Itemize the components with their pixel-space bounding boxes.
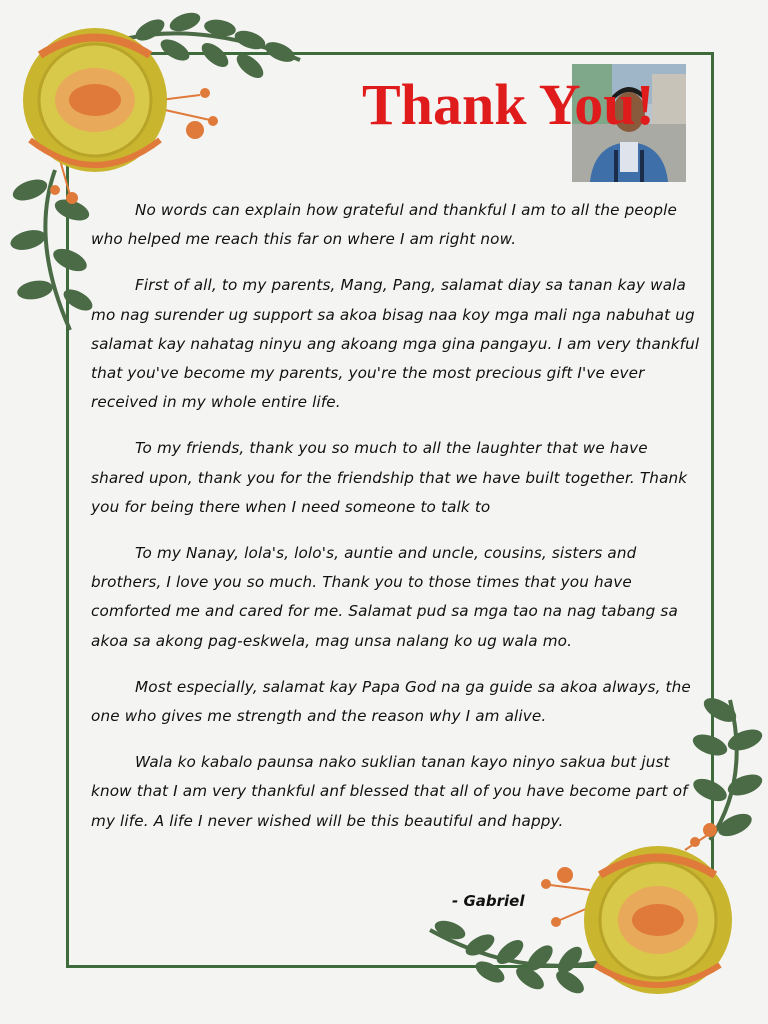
flower-decoration-bottom-right-icon xyxy=(420,690,768,1024)
letter-paragraph: First of all, to my parents, Mang, Pang, salamat diay sa tanan kay wala mo nag surender ug support sa akoa bisag naa koy mga mali nga nabuhat ug salamat kay nahatag ninyu ang akoang mga gina pangayu. I am very thankful that you've become my parents, you're the most precious gift I've ever received in my whole entire life. xyxy=(91,276,700,412)
signature: - Gabriel xyxy=(452,892,525,910)
letter-paragraph: Most especially, salamat kay Papa God na ga guide sa akoa always, the one who gives me strength and the reason why I am alive. xyxy=(91,677,691,726)
flower-decoration-top-left-icon xyxy=(0,0,330,340)
page-title: Thank You! xyxy=(362,72,655,137)
letter-paragraph: Wala ko kabalo paunsa nako suklian tanan kayo ninyo sakua but just know that I am very thankful anf blessed that all of you have become part of my life. A life I never wished will be this beautiful and happy. xyxy=(91,753,688,830)
letter-paragraph: To my Nanay, lola's, lolo's, auntie and uncle, cousins, sisters and brothers, I love you so much. Thank you to those times that you have comforted me and cared for me. Salamat pud sa mga tao na nag tabang sa akoa sa akong pag-eskwela, mag unsa nalang ko ug wala mo. xyxy=(91,544,678,650)
letter-paragraph: No words can explain how grateful and thankful I am to all the people who helped me reach this far on where I am right now. xyxy=(91,201,677,249)
letter-paragraph: To my friends, thank you so much to all the laughter that we have shared upon, thank you for the friendship that we have built together. Thank you for being there when I need someone to talk to xyxy=(91,439,688,516)
